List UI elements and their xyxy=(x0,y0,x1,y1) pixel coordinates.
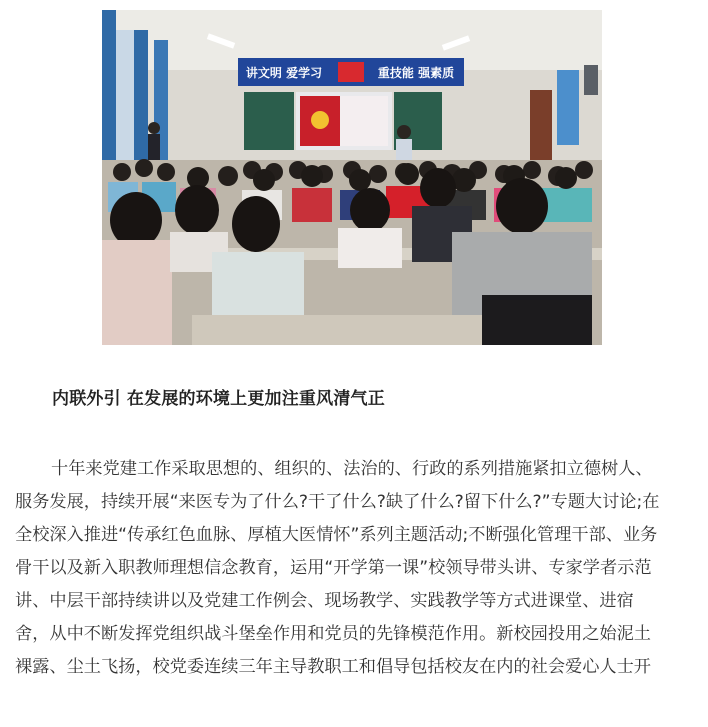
classroom-photo xyxy=(102,10,602,345)
article-paragraph xyxy=(15,453,695,684)
paragraph-line: 舍，从中不断发挥党组织战斗堡垒作用和党员的先锋模范作用。新校园投用之始泥土 xyxy=(15,624,651,644)
banner-text-right: 重技能 强素质 xyxy=(377,66,455,80)
paragraph-line: 裸露、尘土飞扬，校党委连续三年主导教职工和倡导包括校友在内的社会爱心人士开 xyxy=(15,657,651,677)
paragraph-line: 十年来党建工作采取思想的、组织的、法治的、行政的系列措施紧扣立德树人、 xyxy=(51,459,653,479)
paragraph-line: 全校深入推进“传承红色血脉、厚植大医情怀”系列主题活动;不断强化管理干部、业务 xyxy=(15,525,658,545)
paragraph-line: 服务发展，持续开展“来医专为了什么?干了什么?缺了什么?留下什么?”专题大讨论;在 xyxy=(15,492,660,512)
paragraph-line: 讲、中层干部持续讲以及党建工作例会、现场教学、实践教学等方式进课堂、进宿 xyxy=(15,591,634,611)
paragraph-line: 骨干以及新入职教师理想信念教育，运用“开学第一课”校领导带头讲、专家学者示范 xyxy=(15,558,652,578)
section-heading: 内联外引 在发展的环境上更加注重风清气正 xyxy=(52,389,385,409)
banner-text-left: 讲文明 爱学习 xyxy=(245,66,323,80)
